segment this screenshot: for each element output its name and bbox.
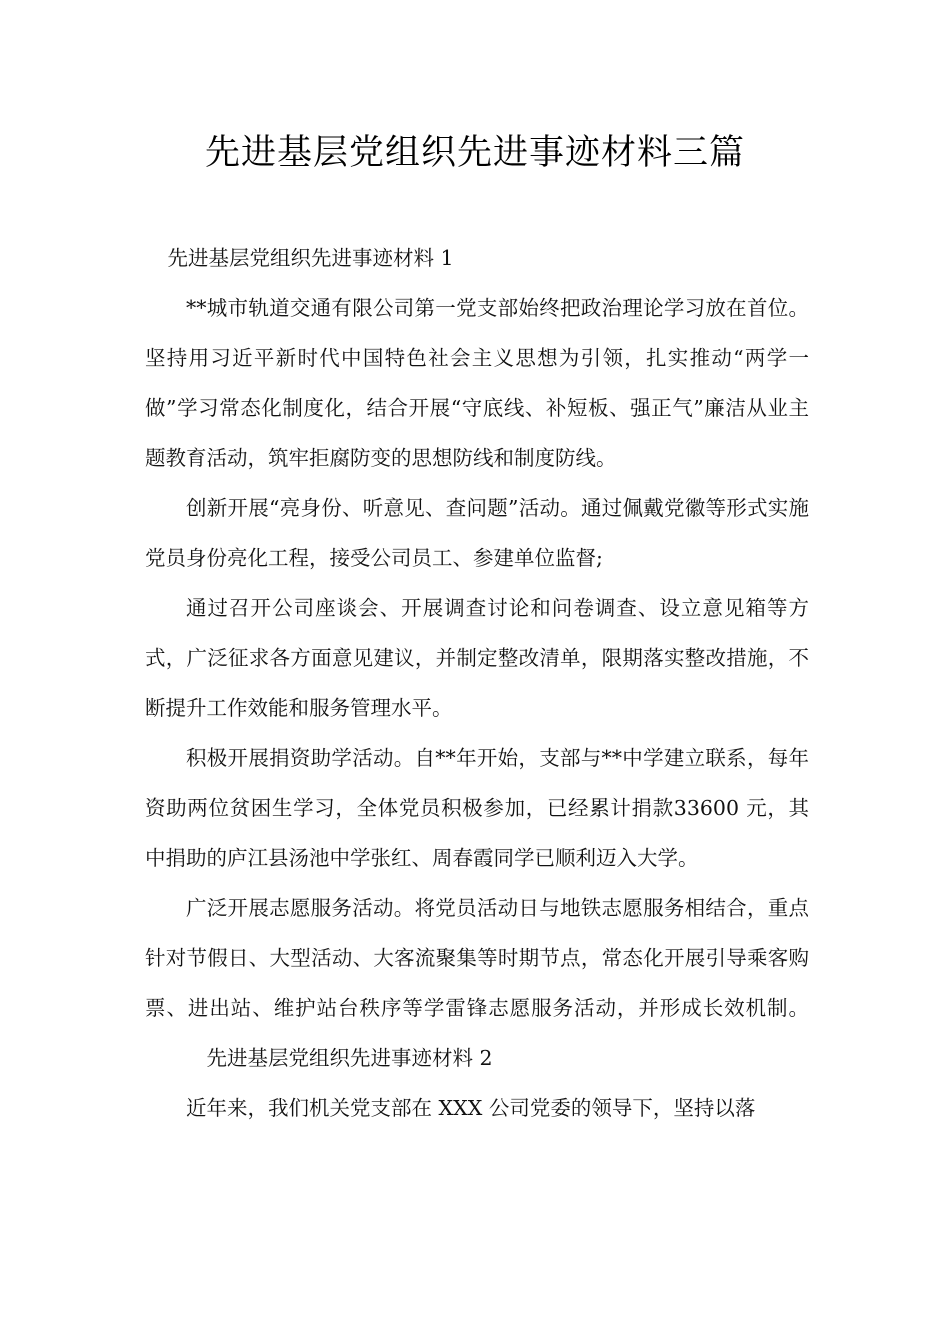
paragraph-political-study: **城市轨道交通有限公司第一党支部始终把政治理论学习放在首位。坚持用习近平新时代中国特色社会主义思想为引领，扎实推动“两学一做”学习常态化制度化，结合开展“守底线、补短板、强正气”廉洁从业主题教育活动，筑牢拒腐防变的思想防线和制度防线。 xyxy=(145,296,809,470)
paragraph-identity-activity: 创新开展“亮身份、听意见、查问题”活动。通过佩戴党徽等形式实施党员身份亮化工程，接受公司员工、参建单位监督; xyxy=(145,496,809,570)
paragraph-donation: 积极开展捐资助学活动。自**年开始，支部与**中学建立联系，每年资助两位贫困生学习，全体党员积极参加，已经累计捐款33600 元，其中捐助的庐江县汤池中学张红、周春霞同学已顺利迈入大学。 xyxy=(145,746,809,870)
section-1-heading: 先进基层党组织先进事迹材料 1 xyxy=(167,246,454,270)
section-2-heading: 先进基层党组织先进事迹材料 2 xyxy=(206,1046,493,1070)
paragraph-last: 近年来，我们机关党支部在 XXX 公司党委的领导下，坚持以落 xyxy=(186,1096,756,1120)
paragraph-volunteer xyxy=(145,883,809,1083)
paragraph-feedback: 通过召开公司座谈会、开展调查讨论和问卷调查、设立意见箱等方式，广泛征求各方面意见建议，并制定整改清单，限期落实整改措施，不断提升工作效能和服务管理水平。 xyxy=(145,596,809,720)
document-title: 先进基层党组织先进事迹材料三篇 xyxy=(204,133,745,173)
paragraph-volunteer-text: 广泛开展志愿服务活动。将党员活动日与地铁志愿服务相结合，重点针对节假日、大型活动、大客流聚集等时期节点，常态化开展引导乘客购票、进出站、维护站台秩序等学雷锋志愿服务活动，并形成长效机制。 xyxy=(145,896,809,1020)
document-body xyxy=(145,233,809,1133)
